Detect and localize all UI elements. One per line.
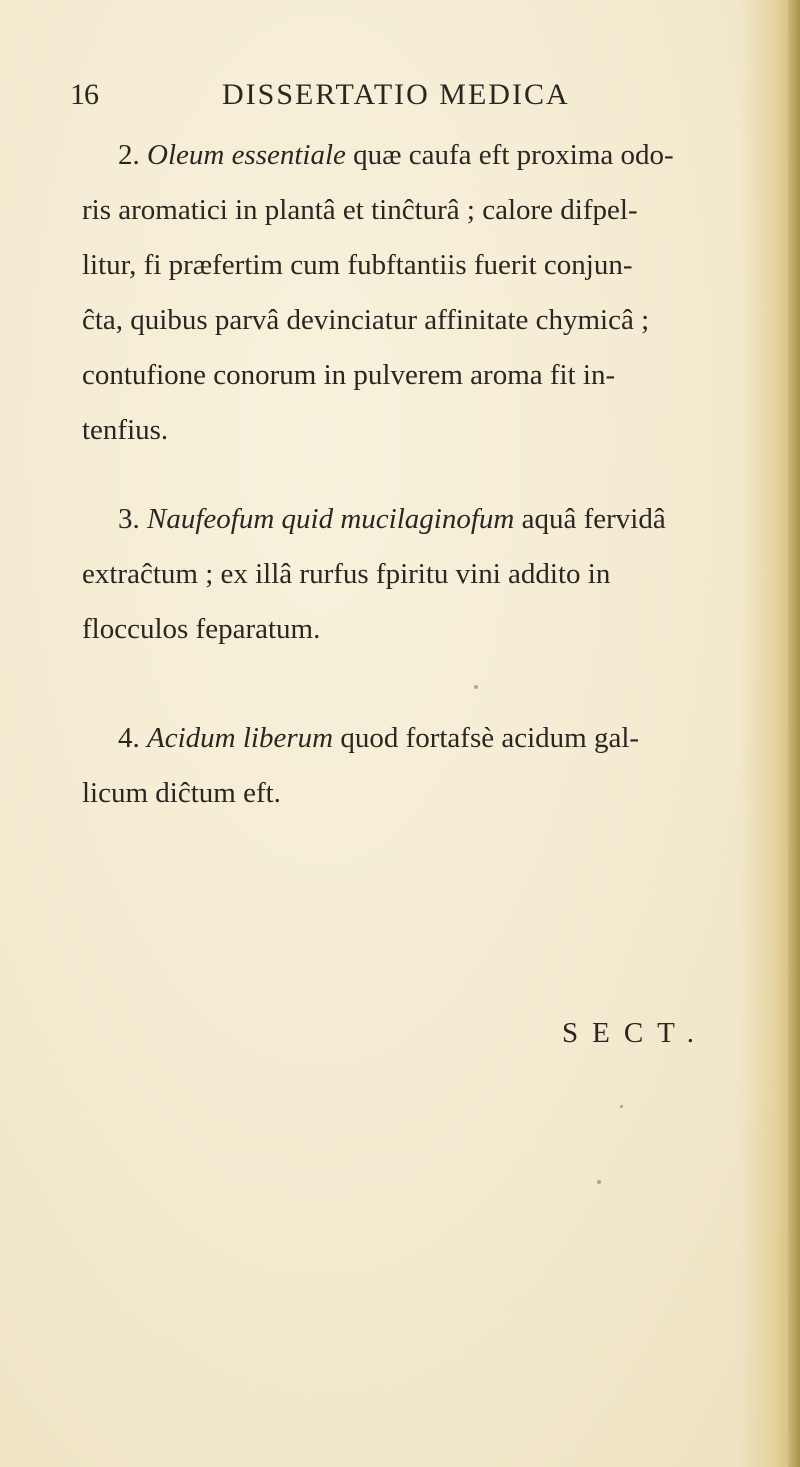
item-3-first-line: [82, 492, 722, 547]
item-4-paragraph: [82, 711, 722, 821]
item-number: 3.: [118, 503, 140, 535]
item-2-paragraph: [82, 128, 722, 458]
item-4-first-line: [82, 711, 722, 766]
item-number: 2.: [118, 139, 140, 171]
text-line: ĉta, quibus parvâ devinciatur affinitate chymicâ ;: [82, 304, 650, 336]
item-term: Naufeofum quid mucilaginofum: [147, 503, 515, 535]
text-line: contufione conorum in pulverem aroma fit in-: [82, 359, 616, 391]
paper-speck: [597, 1180, 601, 1184]
item-term: Oleum essentiale: [147, 139, 346, 171]
text-line: quod fortafsè acidum gal-: [340, 722, 640, 754]
page-number: 16: [70, 78, 98, 111]
catchword: SECT.: [562, 1017, 708, 1049]
page-header: [70, 78, 570, 118]
text-line: litur, fi præfertim cum fubftantiis fuerit conjun-: [82, 249, 633, 281]
item-3-paragraph: [82, 492, 722, 657]
paper-speck: [474, 685, 478, 689]
running-head: DISSERTATIO MEDICA: [222, 78, 570, 111]
text-line: ris aromatici in plantâ et tinĉturâ ; calore difpel-: [82, 194, 638, 226]
item-number: 4.: [118, 722, 140, 754]
item-term: Acidum liberum: [147, 722, 334, 754]
text-line: extraĉtum ; ex illâ rurfus fpiritu vini addito in: [82, 558, 611, 590]
text-line: flocculos feparatum.: [82, 613, 321, 645]
text-line: licum diĉtum eft.: [82, 777, 281, 809]
text-line: aquâ fervidâ: [521, 503, 666, 535]
text-line: tenfius.: [82, 414, 169, 446]
item-2-first-line: [82, 128, 722, 183]
text-line: quæ caufa eft proxima odo-: [353, 139, 674, 171]
page-edge: [788, 0, 800, 1467]
paper-speck: [620, 1105, 623, 1108]
